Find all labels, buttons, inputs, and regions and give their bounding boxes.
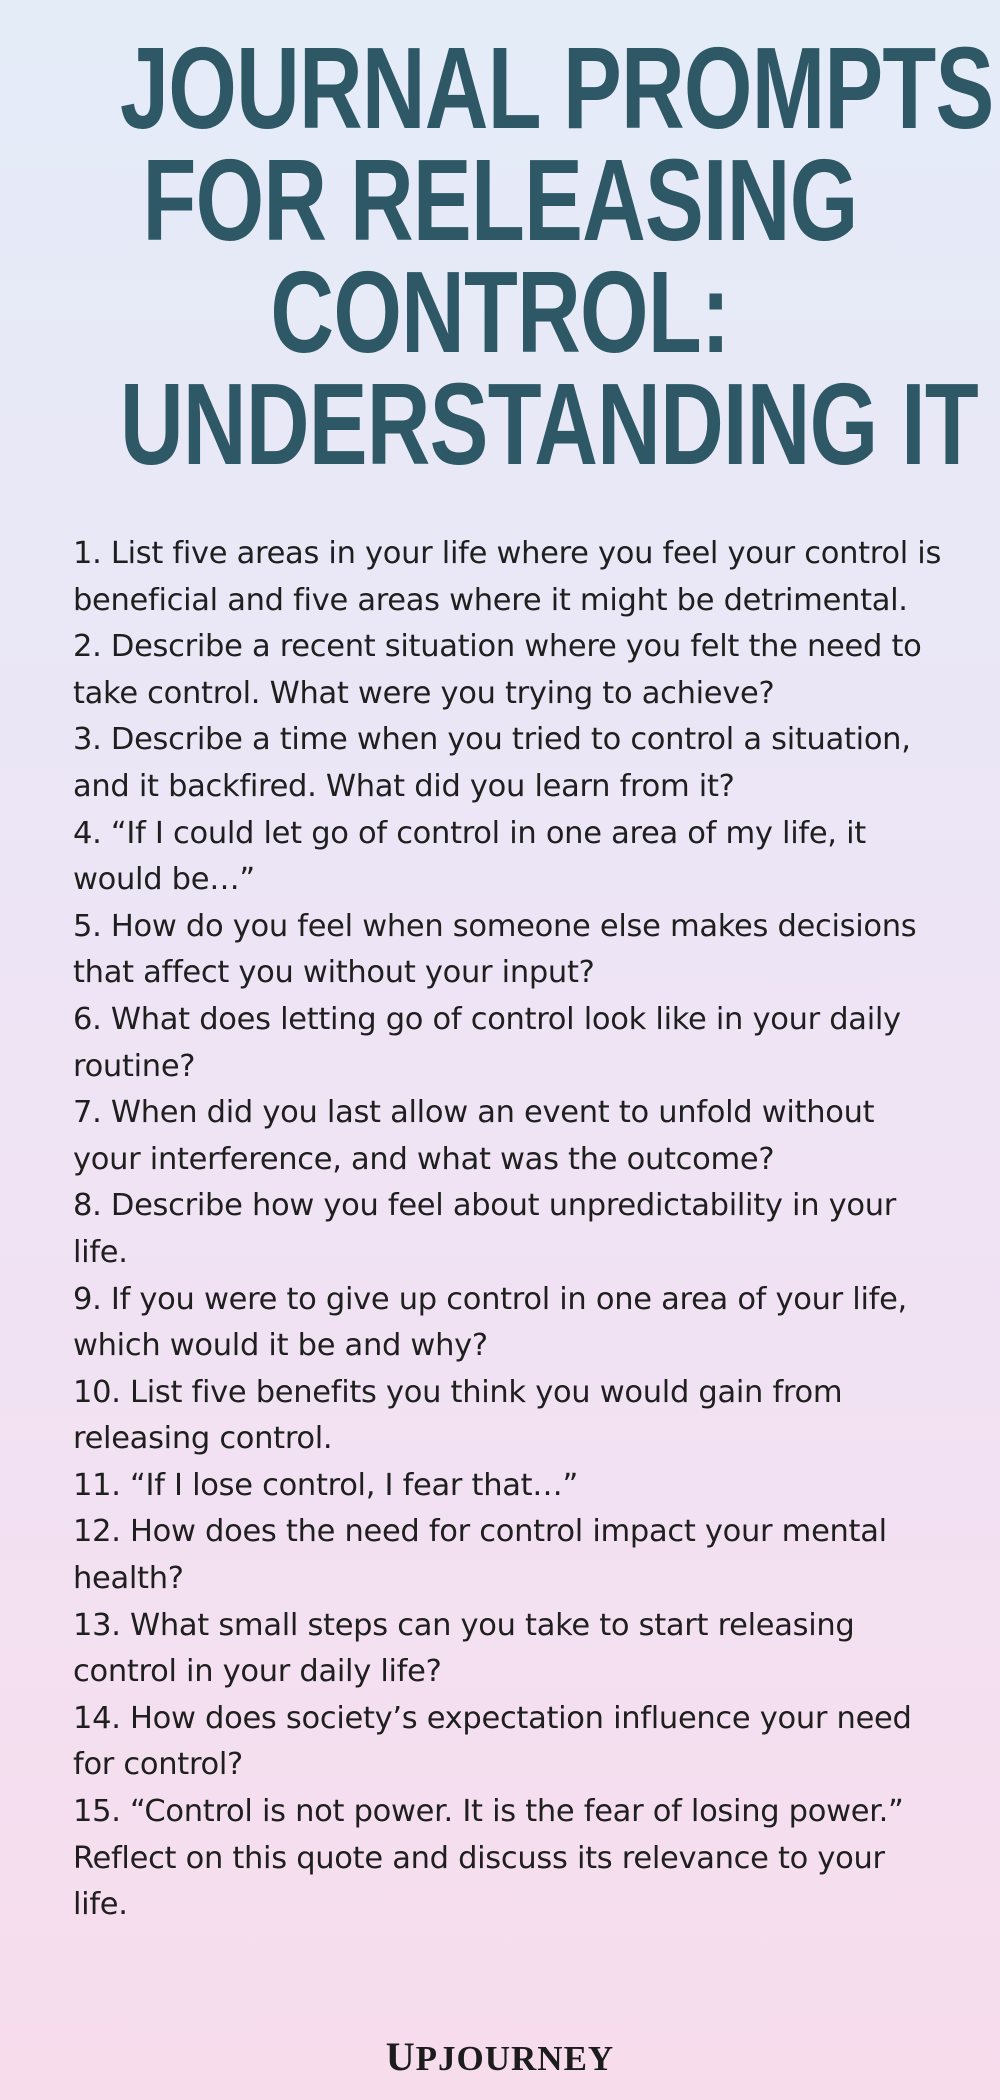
prompt-item-5: 5. How do you feel when someone else makes decisions that affect you without your input? (73, 908, 917, 991)
prompt-item-9: 9. If you were to give up control in one area of your life, which would it be and why? (73, 1281, 907, 1364)
upjourney-logo (0, 2033, 1000, 2080)
logo-first-letter: U (385, 2034, 416, 2079)
prompt-item-14: 14. How does society’s expectation influence your need for control? (73, 1700, 912, 1783)
prompt-item-7: 7. When did you last allow an event to unfold without your interference, and what was the outcome? (73, 1095, 875, 1177)
prompt-item-4: 4. “If I could let go of control in one area of my life, it would be…” (73, 815, 866, 898)
logo-rest: PJOURNEY (415, 2039, 615, 2078)
prompt-item-12: 12. How does the need for control impact your mental health? (73, 1514, 887, 1597)
prompt-item-2: 2. Describe a recent situation where you felt the need to take control. What were you trying to achieve? (73, 629, 922, 711)
prompt-item-13: 13. What small steps can you take to start releasing control in your daily life? (73, 1607, 855, 1690)
prompt-item-11: 11. “If I lose control, I fear that…” (73, 1467, 578, 1503)
prompt-item-6: 6. What does letting go of control look like in your daily routine? (73, 1001, 901, 1084)
prompt-item-15: 15. “Control is not power. It is the fear of losing power.” Reflect on this quote and discuss its relevance to your life. (73, 1794, 904, 1923)
prompt-item-1: 1. List five areas in your life where you feel your control is beneficial and five areas where it might be detrimental. (73, 536, 942, 618)
prompt-item-3: 3. Describe a time when you tried to control a situation, and it backfired. What did you learn from it? (73, 722, 911, 804)
title-line-2: FOR RELEASING (142, 135, 858, 265)
title-line-3: CONTROL: (270, 247, 730, 377)
page-title (120, 23, 994, 489)
title-line-4: UNDERSTANDING IT (120, 359, 978, 489)
prompt-item-10: 10. List five benefits you think you would gain from releasing control. (73, 1374, 843, 1457)
prompt-list (73, 531, 943, 1929)
title-line-1: JOURNAL PROMPTS (120, 23, 994, 153)
prompt-item-8: 8. Describe how you feel about unpredictability in your life. (73, 1188, 897, 1270)
